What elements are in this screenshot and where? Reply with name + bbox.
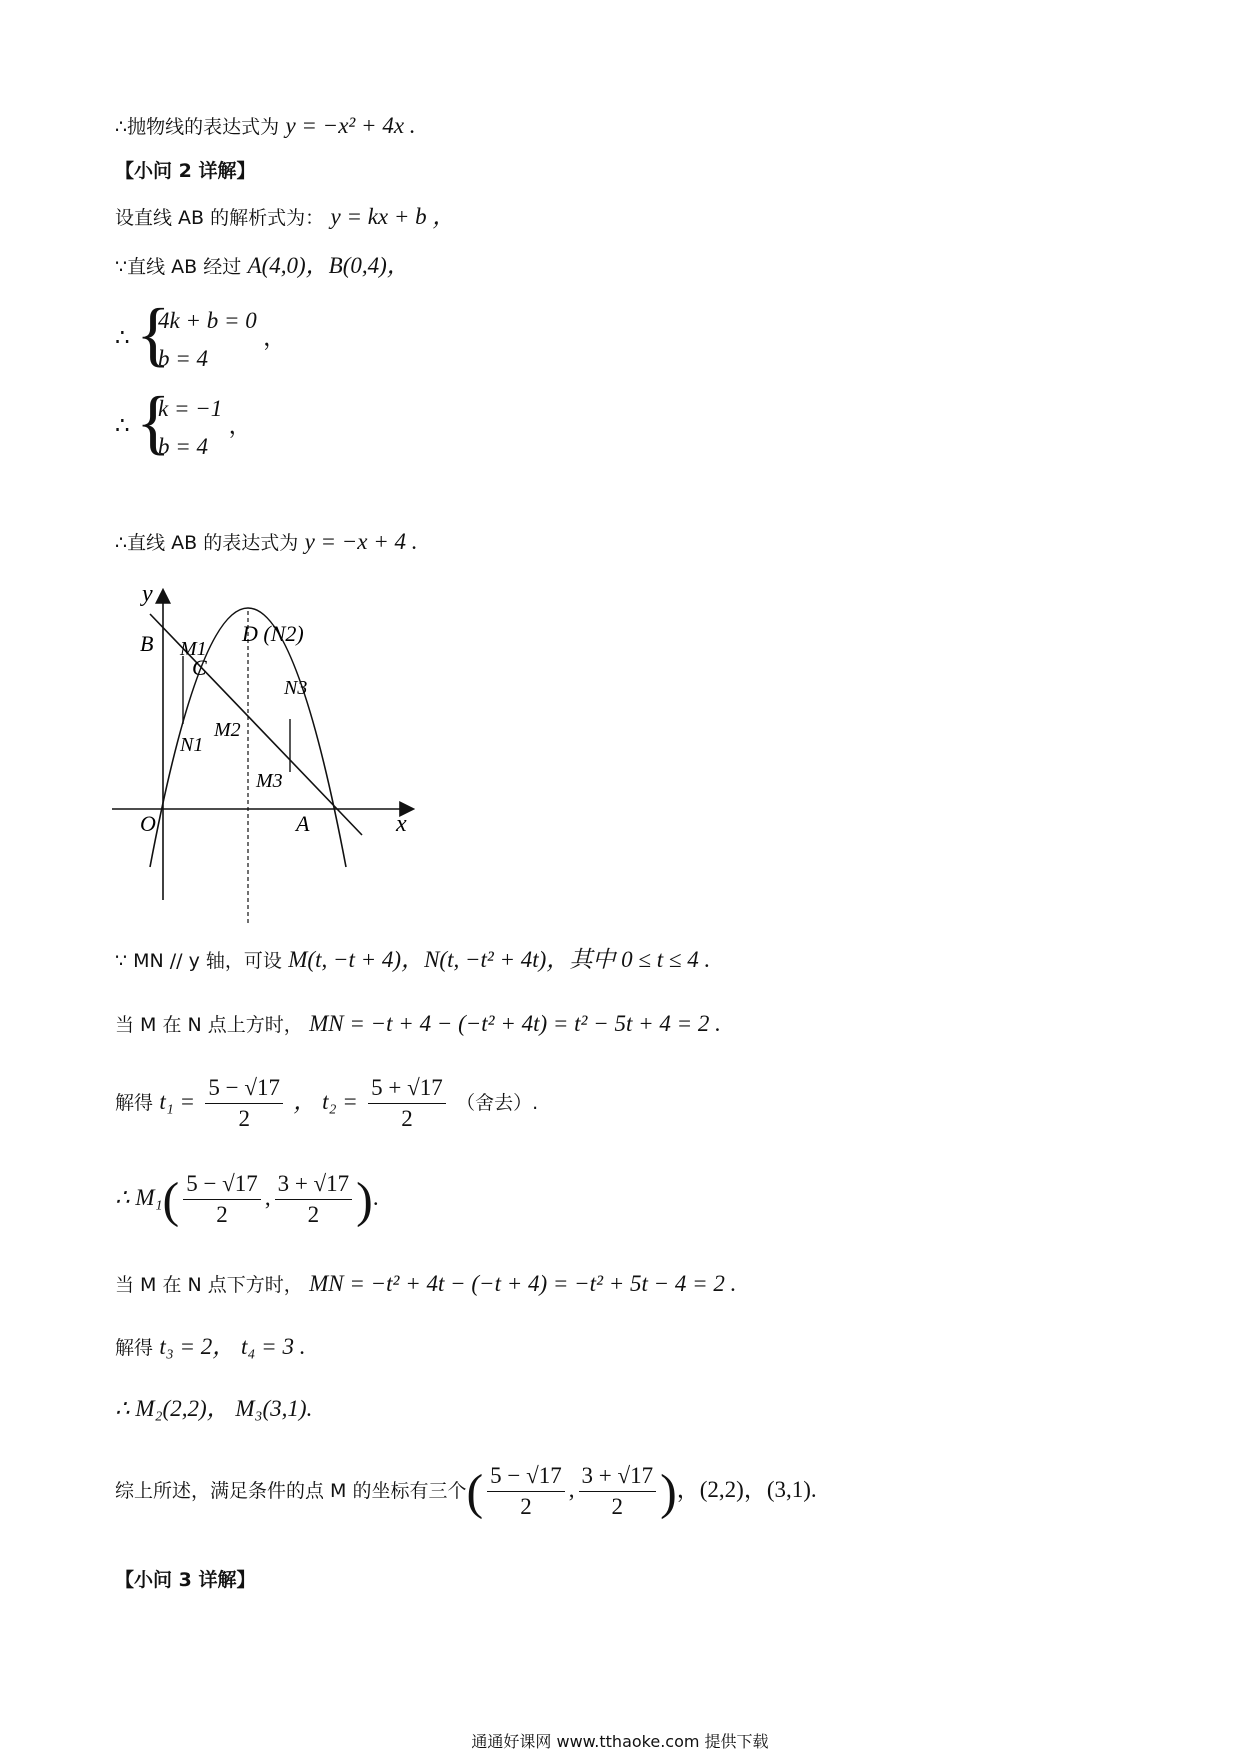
formula: y = kx + b ， <box>330 204 456 229</box>
comma: ， <box>263 325 287 350</box>
parabola-figure <box>100 575 430 930</box>
label-M3: M3 <box>256 770 283 792</box>
mn-parallel-line <box>115 946 710 975</box>
fraction <box>487 1461 565 1522</box>
formula: MN = −t² + 4t − (−t + 4) = −t² + 5t − 4 = 2 . <box>309 1271 737 1296</box>
line-ab-setup <box>115 203 455 232</box>
text: 综上所述，满足条件的点 M 的坐标有三个 <box>115 1480 467 1502</box>
text: ∵直线 AB 经过 <box>115 256 242 278</box>
tail: ，(2,2)，(3,1). <box>676 1477 817 1502</box>
line-ab-result <box>115 528 418 557</box>
comma: ， <box>228 413 252 438</box>
numerator: 5 − √17 <box>487 1461 565 1492</box>
formula: M(t, −t + 4)，N(t, −t² + 4t)，其中 0 ≤ t ≤ 4 . <box>288 947 711 972</box>
label-x: x <box>396 811 407 837</box>
label-M1: M1 <box>180 638 207 660</box>
fraction <box>275 1169 353 1230</box>
case-above-line <box>115 1010 721 1039</box>
denominator: 2 <box>307 1202 320 1227</box>
expression-line <box>115 112 416 141</box>
denominator: 2 <box>520 1494 532 1519</box>
denominator: 2 <box>216 1202 228 1227</box>
system-row: 4k + b = 0 <box>158 307 257 333</box>
parabola-formula: y = −x² + 4x . <box>285 113 416 138</box>
part3-heading: 【小问 3 详解】 <box>115 1569 256 1591</box>
system-row: b = 4 <box>158 345 209 371</box>
paren-close: ) <box>356 1171 373 1228</box>
t2-label: ， t₂ = <box>293 1089 358 1114</box>
text: ∴直线 AB 的表达式为 <box>115 532 299 554</box>
fraction <box>183 1169 261 1230</box>
numerator: 5 + √17 <box>368 1073 446 1104</box>
note: （舍去）. <box>456 1092 539 1114</box>
brace: { <box>136 293 171 374</box>
m2-m3-line <box>115 1395 312 1423</box>
case-below-line <box>115 1270 736 1299</box>
denominator: 2 <box>238 1106 250 1131</box>
label-y: y <box>142 581 153 607</box>
footer: 通通好课网 www.tthaoke.com 提供下载 <box>471 1732 769 1751</box>
part2-heading: 【小问 2 详解】 <box>115 160 256 182</box>
fraction <box>368 1073 446 1134</box>
m1-result-line <box>115 1160 379 1236</box>
m1-label: ∴ M₁ <box>115 1185 163 1210</box>
text: ∵ MN // y 轴，可设 <box>115 950 282 972</box>
label-M2: M2 <box>214 719 241 741</box>
fraction <box>205 1073 283 1134</box>
paren-open: ( <box>466 1463 484 1520</box>
numerator: 3 + √17 <box>275 1169 353 1200</box>
therefore-symbol: ∴ <box>115 413 130 438</box>
numerator: 3 + √17 <box>579 1461 657 1492</box>
system-row: b = 4 <box>158 433 209 459</box>
label-N1: N1 <box>180 734 204 756</box>
period: . <box>372 1185 379 1210</box>
label-A: A <box>296 811 310 836</box>
numerator: 5 − √17 <box>205 1073 283 1104</box>
denominator: 2 <box>401 1106 413 1131</box>
text: ∴抛物线的表达式为 <box>115 116 280 138</box>
t1-label: t₁ = <box>159 1089 196 1114</box>
points: A(4,0)，B(0,4)， <box>247 253 410 278</box>
formula: ∴ M₂(2,2)， M₃(3,1). <box>115 1396 313 1421</box>
denominator: 2 <box>611 1494 624 1519</box>
fraction <box>579 1461 657 1522</box>
text: 当 M 在 N 点上方时， <box>115 1014 303 1036</box>
equation-system-2 <box>115 381 252 466</box>
label-O: O <box>140 811 156 836</box>
text: 设直线 AB 的解析式为： <box>115 207 325 229</box>
comma-sep: , <box>568 1477 575 1502</box>
text: 解得 <box>115 1092 154 1114</box>
therefore-symbol: ∴ <box>115 325 130 350</box>
formula: MN = −t + 4 − (−t² + 4t) = t² − 5t + 4 = 2 . <box>309 1011 721 1036</box>
label-D: D (N2) <box>242 621 304 646</box>
text: 当 M 在 N 点下方时， <box>115 1274 303 1296</box>
paren-close: ) <box>660 1463 677 1520</box>
equation-system-1 <box>115 293 287 378</box>
system <box>136 381 223 466</box>
formula: t₃ = 2， t₄ = 3 . <box>159 1334 306 1359</box>
formula: y = −x + 4 . <box>304 529 418 554</box>
summary-line <box>115 1452 817 1529</box>
system <box>136 293 257 378</box>
line-ab-points <box>115 252 410 281</box>
text: 解得 <box>115 1337 154 1359</box>
brace: { <box>136 381 171 462</box>
comma-sep: , <box>264 1185 271 1210</box>
label-C: C <box>192 655 207 680</box>
solve-t-line <box>115 1070 538 1135</box>
system-row: k = −1 <box>158 395 223 421</box>
solve-t34-line <box>115 1333 305 1362</box>
label-B: B <box>140 631 154 656</box>
numerator: 5 − √17 <box>183 1169 261 1200</box>
paren-open: ( <box>162 1171 180 1228</box>
label-N3: N3 <box>284 677 308 699</box>
